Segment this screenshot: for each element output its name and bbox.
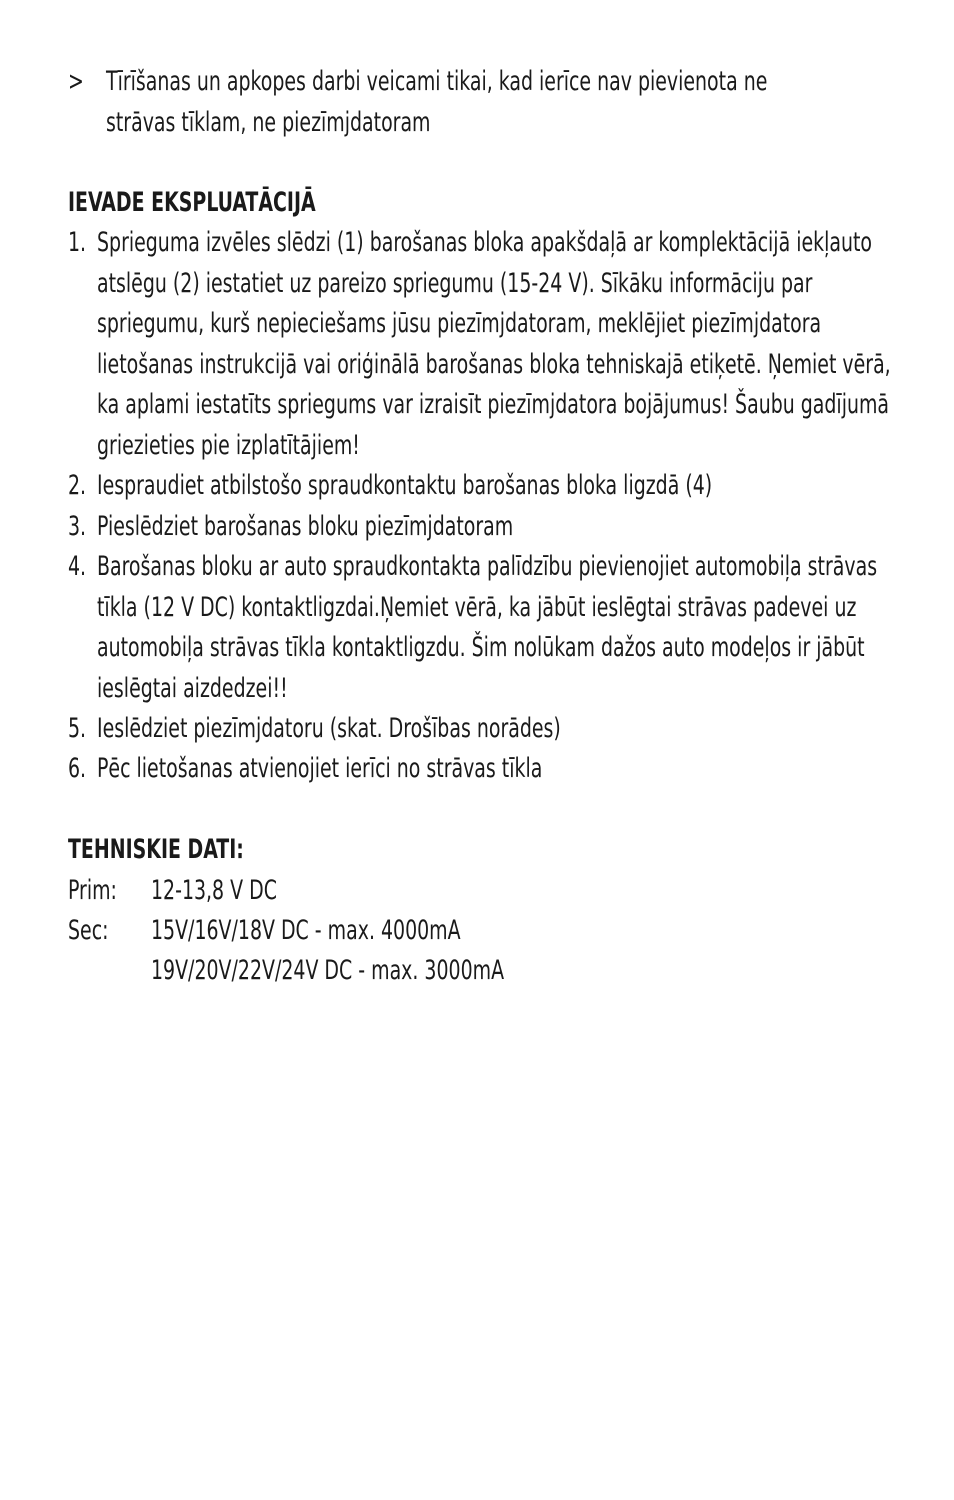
step-text-line: Ieslēdziet piezīmjdatoru (skat. Drošības norādes) [97, 713, 561, 744]
step-text-line: tīkla (12 V DC) kontaktligzdai.Ņemiet vērā, ka jābūt ieslēgtai strāvas padevei uz [97, 592, 857, 623]
step-text-line: atslēgu (2) iestatiet uz pareizo spriegumu (15-24 V). Sīkāku informāciju par [97, 268, 813, 299]
step-text-line: Pēc lietošanas atvienojiet ierīci no strāvas tīkla [97, 753, 543, 784]
step-text-line: griezieties pie izplatītājiem! [97, 430, 360, 461]
spec-label-prim: Prim: [68, 875, 117, 906]
cleaning-note-line: Tīrīšanas un apkopes darbi veicami tikai, kad ierīce nav pievienota ne [106, 66, 768, 97]
spec-value-sec: 15V/16V/18V DC - max. 4000mA [151, 915, 461, 946]
step-text-line: lietošanas instrukcijā vai oriģinālā barošanas bloka tehniskajā etiķetē. Ņemiet vērā, [97, 349, 891, 380]
step-number: 3. [68, 511, 87, 542]
step-number: 5. [68, 713, 87, 744]
bullet-marker: > [68, 66, 84, 97]
step-number: 4. [68, 551, 87, 582]
cleaning-note-line: strāvas tīklam, ne piezīmjdatoram [106, 107, 431, 138]
step-number: 2. [68, 470, 87, 501]
step-text-line: Iespraudiet atbilstošo spraudkontaktu barošanas bloka ligzdā (4) [97, 470, 713, 501]
spec-label-sec: Sec: [68, 915, 109, 946]
step-text-line: spriegumu, kurš nepieciešams jūsu piezīmjdatoram, meklējiet piezīmjdatora [97, 308, 822, 339]
step-text-line: Sprieguma izvēles slēdzi (1) barošanas bloka apakšdaļā ar komplektācijā iekļauto [97, 227, 873, 258]
section-heading-commissioning: IEVADE EKSPLUATĀCIJĀ [68, 187, 316, 218]
section-heading-specs: TEHNISKIE DATI: [68, 834, 244, 865]
step-text-line: Pieslēdziet barošanas bloku piezīmjdatoram [97, 511, 514, 542]
step-text-line: automobiļa strāvas tīkla kontaktligzdu. Šim nolūkam dažos auto modeļos ir jābūt [97, 632, 865, 663]
step-text-line: ieslēgtai aizdedzei!! [97, 673, 288, 704]
step-number: 1. [68, 227, 87, 258]
step-number: 6. [68, 753, 87, 784]
step-text-line: Barošanas bloku ar auto spraudkontakta palīdzību pievienojiet automobiļa strāvas [97, 551, 878, 582]
step-text-line: ka aplami iestatīts spriegums var izraisīt piezīmjdatora bojājumus! Šaubu gadījumā [97, 389, 890, 420]
spec-value-prim: 12-13,8 V DC [151, 875, 277, 906]
spec-value-sec: 19V/20V/22V/24V DC - max. 3000mA [151, 955, 505, 986]
